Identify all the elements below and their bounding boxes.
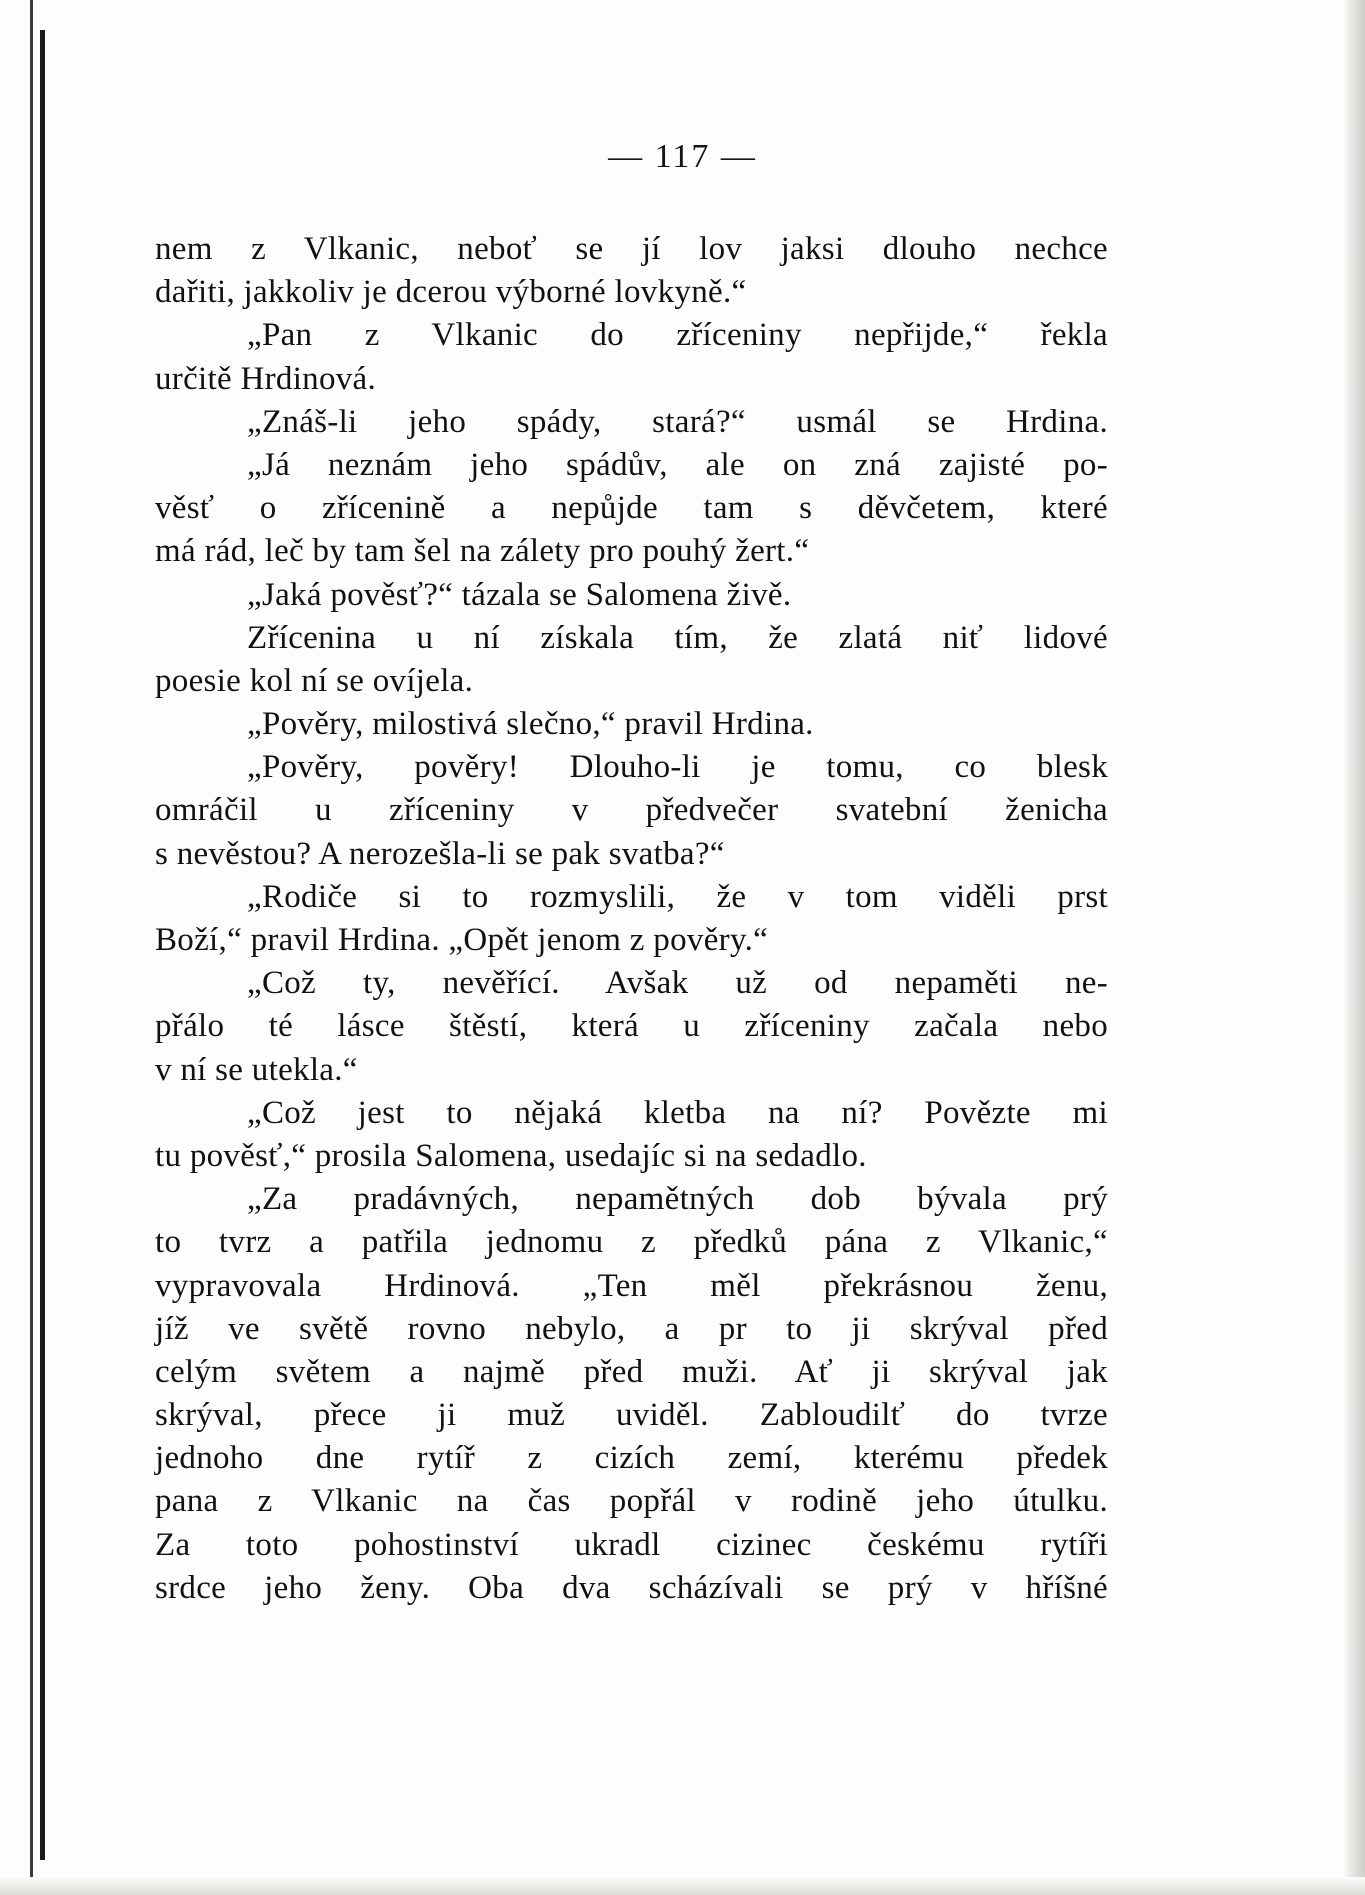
text-line: „Znáš-li jeho spády, stará?“ usmál se Hrdina. bbox=[247, 403, 1108, 440]
text-line: jíž ve světě rovno nebylo, a pr to ji skrýval před bbox=[155, 1310, 1108, 1347]
text-line: „Rodiče si to rozmyslili, že v tom viděli prst bbox=[247, 878, 1108, 915]
text-line: omráčil u zříceniny v předvečer svatební ženicha bbox=[155, 792, 1108, 829]
text-line: s nevěstou? A nerozešla-li se pak svatba?“ bbox=[155, 835, 725, 872]
text-line: „Pověry, pověry! Dlouho-li je tomu, co blesk bbox=[247, 749, 1108, 786]
text-line: „Což ty, nevěřící. Avšak už od nepaměti ne- bbox=[247, 965, 1108, 1002]
text-line: „Pan z Vlkanic do zříceniny nepřijde,“ řekla bbox=[247, 317, 1108, 354]
page-edge-right bbox=[1343, 0, 1365, 1895]
text-line: tu pověsť,“ prosila Salomena, usedajíc si na sedadlo. bbox=[155, 1137, 867, 1174]
text-line: přálo té lásce štěstí, která u zříceniny začala nebo bbox=[155, 1008, 1108, 1045]
page-edge-bottom bbox=[0, 1877, 1365, 1895]
binding-shadow bbox=[40, 30, 45, 1860]
text-line: vypravovala Hrdinová. „Ten měl překrásnou ženu, bbox=[155, 1267, 1108, 1304]
text-line: pana z Vlkanic na čas popřál v rodině jeho útulku. bbox=[155, 1483, 1108, 1520]
text-line: jednoho dne rytíř z cizích zemí, kterému předek bbox=[155, 1440, 1108, 1477]
text-line: srdce jeho ženy. Oba dva scházívali se prý v hříšné bbox=[155, 1569, 1108, 1606]
text-line: určitě Hrdinová. bbox=[155, 360, 377, 397]
body-text bbox=[155, 228, 1108, 1610]
text-line: „Což jest to nějaká kletba na ní? Povězte mi bbox=[247, 1094, 1108, 1131]
text-line: to tvrz a patřila jednomu z předků pána z Vlkanic,“ bbox=[155, 1224, 1108, 1261]
text-line: Zřícenina u ní získala tím, že zlatá niť lidové bbox=[247, 619, 1108, 656]
text-line: „Já neznám jeho spádův, ale on zná zajisté po- bbox=[247, 446, 1108, 483]
text-line: nem z Vlkanic, neboť se jí lov jaksi dlouho nechce bbox=[155, 231, 1108, 267]
page-number: — 117 — bbox=[608, 138, 757, 175]
text-line: v ní se utekla.“ bbox=[155, 1051, 358, 1088]
text-line: Boží,“ pravil Hrdina. „Opět jenom z pověry.“ bbox=[155, 922, 769, 958]
text-line: „Za pradávných, nepamětných dob bývala prý bbox=[247, 1181, 1108, 1218]
text-line: dařiti, jakkoliv je dcerou výborné lovkyně.“ bbox=[155, 274, 747, 311]
text-line: „Pověry, milostivá slečno,“ pravil Hrdina. bbox=[247, 706, 814, 743]
text-line: celým světem a najmě před muži. Ať ji skrýval jak bbox=[155, 1353, 1108, 1390]
text-line: poesie kol ní se ovíjela. bbox=[155, 662, 474, 699]
text-line: „Jaká pověsť?“ tázala se Salomena živě. bbox=[247, 576, 792, 613]
text-line: má rád, leč by tam šel na zálety pro pouhý žert.“ bbox=[155, 533, 810, 570]
text-line: skrýval, přece ji muž uviděl. Zabloudilť do tvrze bbox=[155, 1397, 1108, 1434]
text-line: Za toto pohostinství ukradl cizinec českému rytíři bbox=[155, 1526, 1108, 1563]
text-line: věsť o zřícenině a nepůjde tam s děvčetem, které bbox=[155, 490, 1108, 527]
binding-shadow-outer bbox=[30, 0, 33, 1895]
